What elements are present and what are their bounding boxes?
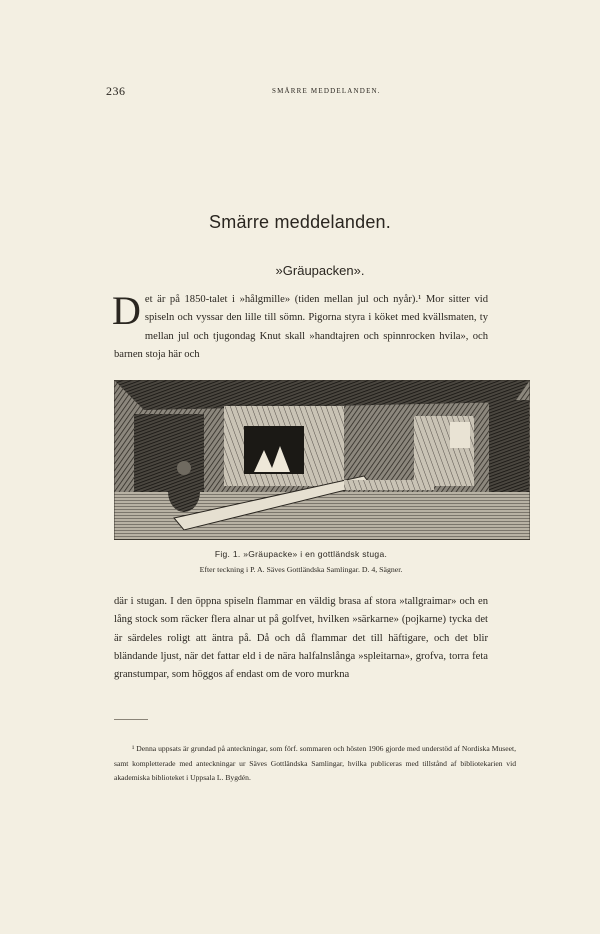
drop-cap: D (112, 288, 141, 333)
paragraph-2-text: där i stugan. I den öppna spiseln flammar en väldig brasa af stora »tallgraimar» och en lång stock som räcker flera alnar ut på golfvet, hvilken »särkarne» (pojkarne) tycka det är särdeles roligt att äntra på. Då och då flammar det till häftigare, och det blir bländande ljust, när det fattar eld i de nära halfalnslånga »spleitarna», grofva, torra feta granstumpar, som höggos af endast om de voro murkna (114, 596, 488, 681)
footnote-rule (114, 719, 148, 720)
figure-source: Efter teckning i P. A. Säves Gottländska Samlingar. D. 4, Sägner. (199, 565, 403, 574)
page-number: 236 (106, 84, 126, 98)
figure-caption: Fig. 1. »Gräupacke» i en gottländsk stuga. (214, 549, 388, 559)
article-title: »Gräupacken». (275, 263, 365, 278)
running-head (106, 84, 500, 100)
running-title: SMÄRRE MEDDELANDEN. (272, 87, 381, 95)
footnote (114, 742, 516, 786)
section-title: Smärre meddelanden. (209, 212, 391, 232)
paragraph-2 (114, 593, 488, 684)
paragraph-1 (112, 288, 488, 364)
paragraph-1-text: et är på 1850-talet i »hålgmille» (tiden mellan jul och nyår).¹ Mor sitter vid spiseln och vyssar den lille till sömn. Pigorna styra i köket med kvällsmaten, ty mellan jul och tjugondag Knut skall »handtajren och spinnrocken hvila», och barnen stoja här och (114, 294, 488, 360)
footnote-text: ¹ Denna uppsats är grundad på anteckningar, som förf. sommaren och hösten 1906 gjorde med understöd af Nordiska Museet, samt kompletterade med anteckningar ur Säves Gottländska Samlingar, hvilka publiceras med tillstånd af bibliotekarien vid akademiska biblioteket i Uppsala L. Bygdén. (114, 744, 516, 783)
figure-illustration (114, 380, 530, 540)
interior-engraving-image (114, 380, 530, 540)
